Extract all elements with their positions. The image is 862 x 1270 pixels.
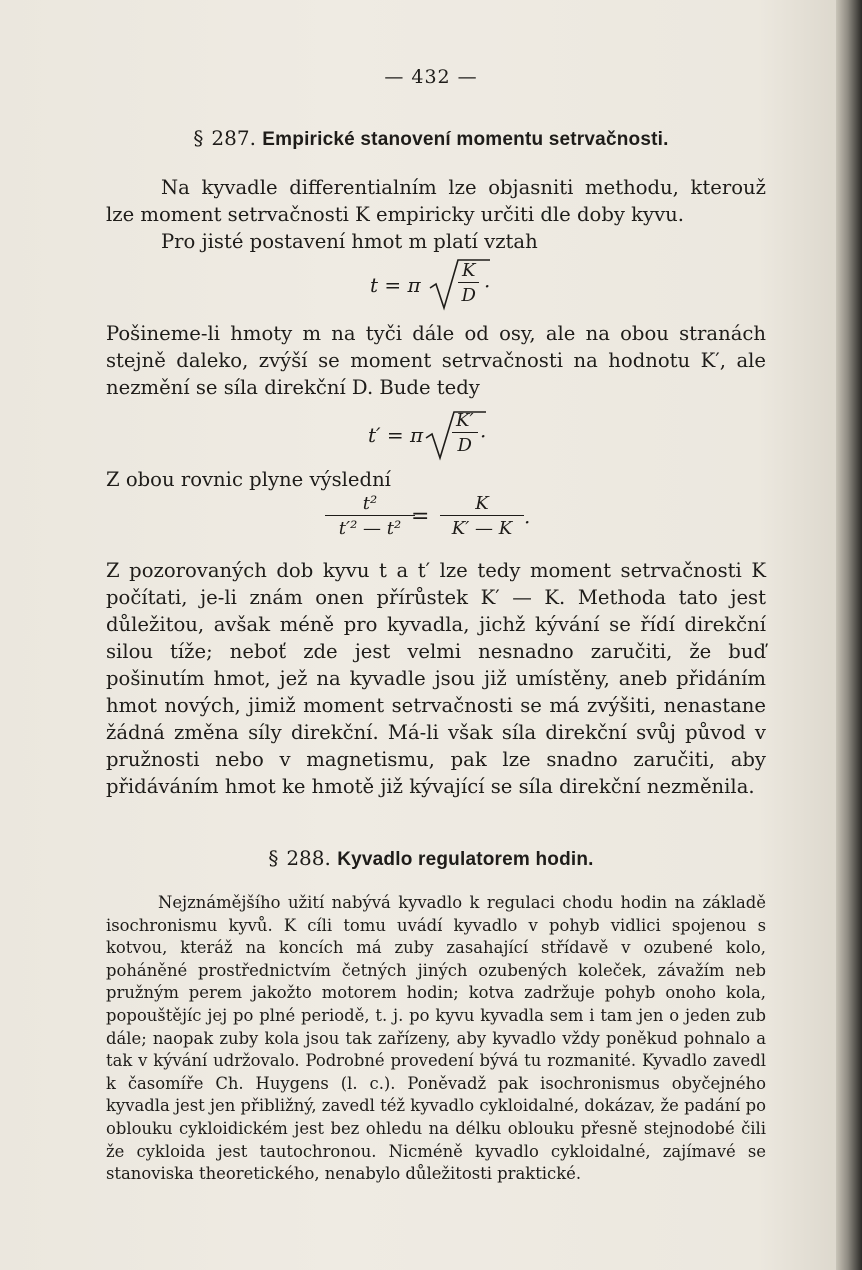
- book-gutter: [836, 0, 862, 1270]
- fraction-numerator: t²: [362, 493, 378, 514]
- formula-2-lhs: t′ = π: [368, 423, 424, 447]
- formula-1-lhs: t = π: [370, 273, 421, 297]
- formula-1-dot: ·: [484, 274, 491, 298]
- section-number: 288.: [286, 846, 331, 870]
- formula-3-right-fraction: [440, 493, 524, 539]
- page-number: — 432 —: [384, 66, 478, 88]
- fraction-denominator: D: [461, 285, 476, 306]
- formula-1-fraction: [458, 260, 479, 306]
- fraction-denominator: t′² — t²: [338, 518, 402, 539]
- paragraph-6: Nejznámějšího užití nabývá kyvadlo k regulaci chodu hodin na základě isochronismu kyvů. K cíli tomu uvádí kyvadlo v pohyb vidlici spojenou s kotvou, kteráž na koncích má zuby zasahající střídavě v ozubené kolo, poháněné prostřednictvím četných jiných ozubených koleček, závažím neb pružným perem jakožto motorem hodin; kotva zadržuje pohyb onoho kola, popouštějíc jej po plné periodě, t. j. po kyvu kyvadla sem i tam jen o jeden zub dále; naopak zuby kola jsou tak zařízeny, aby kyvadlo vždy poněkud pohnalo a tak v kývání udržovalo. Podrobné provedení bývá tu rozmanité. Kyvadlo zavedl k časomíře Ch. Huygens (l. c.). Poněvadž pak isochronismus obyčejného kyvadla jest jen přibližný, zavedl též kyvadlo cykloidalné, dokázav, že padání po oblouku cykloidickém jest bez ohledu na délku oblouku přesně stejnodobé čili že cykloida jest tautochronou. Nicméně kyvadlo cykloidalné, zajímavé se stanoviska theoretického, nenabylo důležitosti praktické.: [106, 893, 766, 1184]
- paragraph-5: Z pozorovaných dob kyvu t a t′ lze tedy moment setrvačnosti K počítati, je-li znám onen přírůstek K′ — K. Methoda tato jest důležitou, avšak méně pro kyvadla, jichž kývání se řídí direkční silou tíže; neboť zde jest velmi nesnadno zaručiti, že buď pošinutím hmot, jež na kyvadle jsou již umístěny, aneb přidáním hmot nových, jimiž moment setrvačnosti se má zvýšiti, nenastane žádná změna síly direkční. Má-li však síla direkční svůj původ v pružnosti nebo v magnetismu, pak lze snadno zaručiti, aby přidáváním hmot ke hmotě již kývající se síla direkční nezměnila.: [106, 559, 766, 798]
- section-title: Kyvadlo regulatorem hodin.: [337, 849, 594, 870]
- section-symbol: §: [268, 846, 279, 870]
- formula-3-dot: ·: [524, 510, 531, 534]
- fraction-denominator: D: [457, 435, 472, 456]
- fraction-numerator: K: [475, 493, 489, 514]
- section-heading-288: [0, 846, 862, 871]
- paragraph-2: Pro jisté postavení hmot m platí vztah: [161, 230, 538, 253]
- fraction-numerator: K: [462, 260, 476, 281]
- paragraph-3: [106, 320, 766, 401]
- section-title: Empirické stanovení momentu setrvačnosti.: [262, 129, 669, 150]
- formula-3-equals: =: [411, 504, 430, 529]
- section-number: 287.: [211, 126, 256, 150]
- formula-3-left-fraction: [325, 493, 415, 539]
- fraction-numerator: K′: [456, 410, 474, 431]
- section-heading-287: [0, 126, 862, 151]
- section-symbol: §: [193, 126, 204, 150]
- paragraph-3-text: Pošineme-li hmoty m na tyči dále od osy, ale na obou stranách stejně daleko, zvýší se moment setrvačnosti na hodnotu K′, ale nezmění se síla direkční D. Bude tedy: [106, 322, 766, 399]
- paragraph-1: Na kyvadle differentialním lze objasniti methodu, kterouž lze moment setrvačnosti K empiricky určiti dle doby kyvu.: [106, 176, 766, 226]
- formula-2-fraction: [452, 410, 478, 456]
- paragraph-4: Z obou rovnic plyne výslední: [106, 468, 391, 491]
- formula-2-dot: ·: [480, 424, 487, 448]
- fraction-denominator: K′ — K: [451, 518, 513, 539]
